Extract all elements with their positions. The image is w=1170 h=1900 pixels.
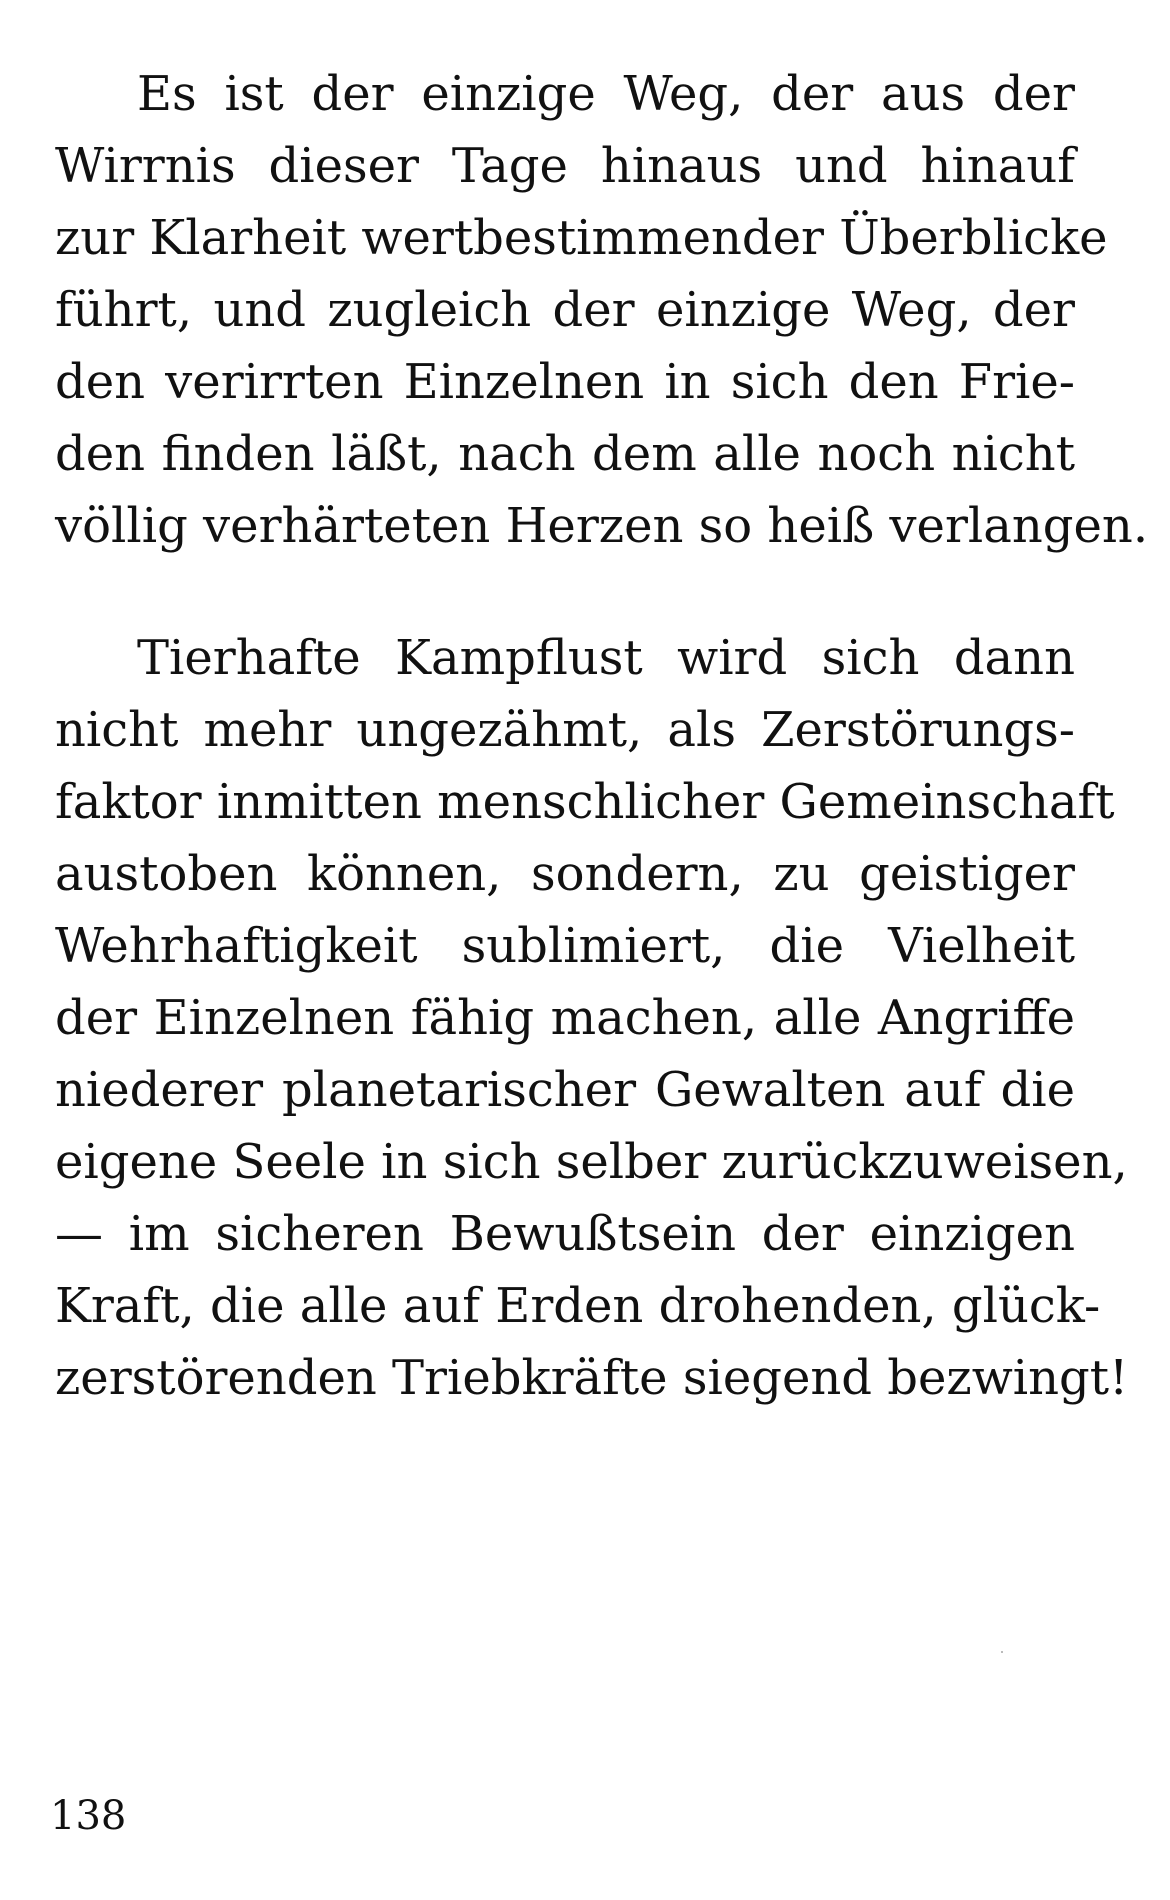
text-line: den finden läßt, nach dem alle noch nicht — [55, 426, 1075, 482]
text-line: zur Klarheit wertbestimmender Überblicke — [55, 210, 1108, 266]
text-line: zerstörenden Triebkräfte siegend bezwingt! — [55, 1350, 1129, 1406]
page-body — [55, 58, 1149, 1414]
print-speck — [1001, 1651, 1003, 1653]
text-line: den verirrten Einzelnen in sich den Frie- — [55, 354, 1075, 410]
text-line: nicht mehr ungezähmt, als Zerstörungs- — [55, 702, 1075, 758]
text-line: Wehrhaftigkeit sublimiert, die Vielheit — [55, 918, 1075, 974]
paragraph-2 — [55, 622, 1129, 1414]
text-line: völlig verhärteten Herzen so heiß verlangen. — [55, 498, 1149, 554]
paragraph-1 — [55, 58, 1149, 562]
text-line: faktor inmitten menschlicher Gemeinschaft — [55, 774, 1115, 830]
text-line: austoben können, sondern, zu geistiger — [55, 846, 1075, 902]
text-line: Tierhafte Kampflust wird sich dann — [137, 630, 1075, 686]
text-line: der Einzelnen fähig machen, alle Angriffe — [55, 990, 1075, 1046]
text-line: Es ist der einzige Weg, der aus der — [137, 66, 1075, 122]
page-number: 138 — [50, 1793, 127, 1839]
text-line: Wirrnis dieser Tage hinaus und hinauf — [55, 138, 1075, 194]
text-line: Kraft, die alle auf Erden drohenden, glück- — [55, 1278, 1101, 1334]
text-line: eigene Seele in sich selber zurückzuweisen, — [55, 1134, 1128, 1190]
text-line: führt, und zugleich der einzige Weg, der — [55, 282, 1075, 338]
text-line: — im sicheren Bewußtsein der einzigen — [55, 1206, 1075, 1262]
text-line: niederer planetarischer Gewalten auf die — [55, 1062, 1075, 1118]
